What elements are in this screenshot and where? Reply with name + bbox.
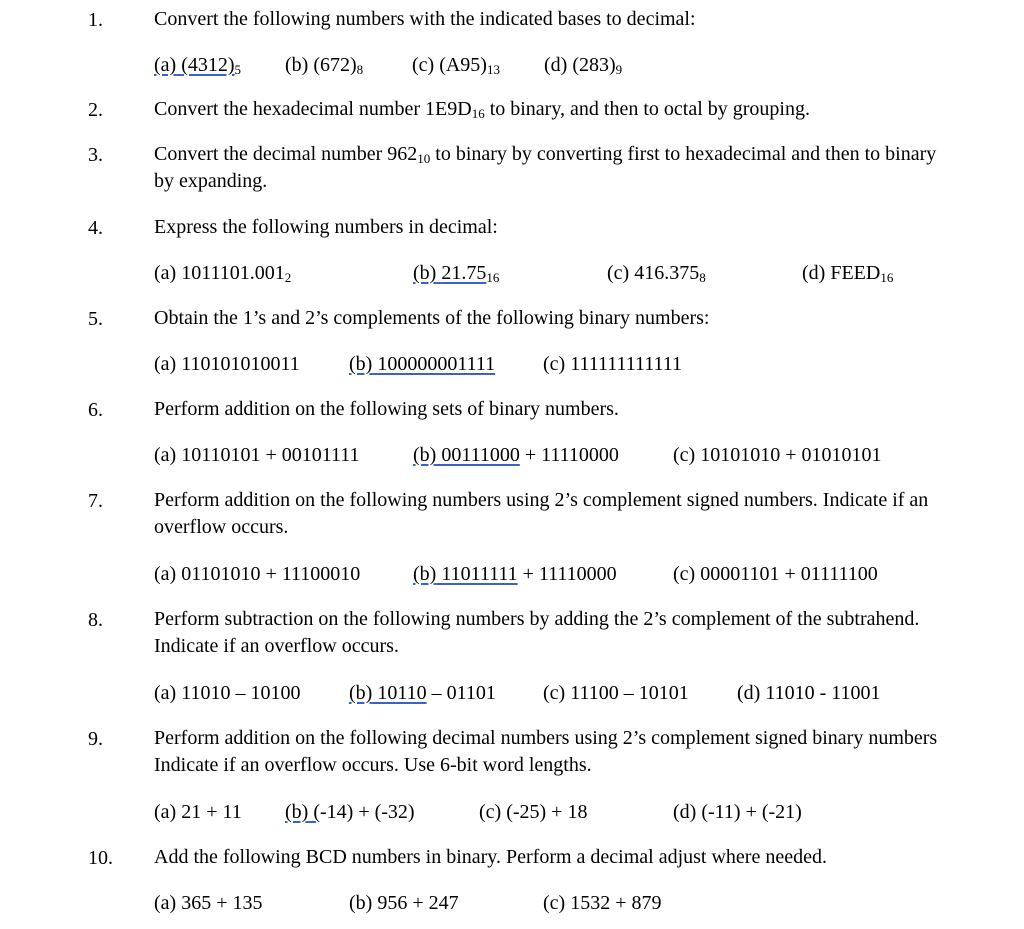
problem-1-part-c: (c) $(A95)_{13}$ bbox=[412, 54, 500, 77]
problem-3-number: 3. bbox=[88, 144, 103, 166]
problem-7-part-b: (b) 11011111 + 11110000 bbox=[413, 563, 617, 585]
problem-5-number: 5. bbox=[88, 308, 103, 330]
problem-7-part-a: (a) 01101010 + 11100010 bbox=[154, 563, 361, 585]
problem-7-number: 7. bbox=[88, 490, 103, 512]
problem-8-part-c: (c) 11100 – 10101 bbox=[543, 682, 689, 704]
problem-6-text: Perform addition on the following sets of binary numbers. bbox=[154, 398, 619, 420]
problem-4-text: Express the following numbers in decimal: bbox=[154, 216, 498, 238]
problem-1-number: 1. bbox=[88, 9, 103, 31]
problem-8-number: 8. bbox=[88, 609, 103, 631]
problem-9-part-a: (a) 21 + 11 bbox=[154, 801, 242, 823]
problem-5-part-a: (a) 110101010011 bbox=[154, 353, 300, 375]
problem-6-part-a: (a) 10110101 + 00101111 bbox=[154, 444, 360, 466]
problem-8-part-d: (d) 11010 - 11001 bbox=[737, 682, 881, 704]
problem-8-part-a: (a) 11010 – 10100 bbox=[154, 682, 301, 704]
problem-5-text: Obtain the 1’s and 2’s complements of the following binary numbers: bbox=[154, 307, 710, 329]
problem-10-part-b: (b) 956 + 247 bbox=[349, 892, 459, 914]
problem-5-part-c: (c) 111111111111 bbox=[543, 353, 683, 375]
problem-1-part-a: (a) $(4312)_5$ bbox=[154, 54, 242, 77]
problem-6-number: 6. bbox=[88, 399, 103, 421]
problem-4-number: 4. bbox=[88, 217, 103, 239]
problem-9-part-c: (c) (-25) + 18 bbox=[479, 801, 588, 823]
problem-8-part-b: (b) 10110 – 01101 bbox=[349, 682, 496, 704]
problem-9-part-b: (b) (-14) + (-32) bbox=[285, 801, 415, 823]
problem-7-part-c: (c) 00001101 + 01111100 bbox=[673, 563, 878, 585]
problem-1-part-d: (d) $(283)_9$ bbox=[544, 54, 623, 77]
problem-1-text: Convert the following numbers with the indicated bases to decimal: bbox=[154, 8, 696, 30]
problem-4-part-a: (a) $1011101.001_2$ bbox=[154, 262, 292, 285]
problem-3-text: Convert the decimal number $962_{10}$ to binary by converting first to hexadecimal and then to binary by expanding. bbox=[154, 143, 937, 192]
problem-1-part-b: (b) $(672)_8$ bbox=[285, 54, 364, 77]
problem-10-part-c: (c) 1532 + 879 bbox=[543, 892, 662, 914]
problem-4-part-c: (c) $416.375_8$ bbox=[607, 262, 706, 285]
problem-5-part-b: (b) 100000001111 bbox=[349, 353, 496, 375]
problem-6-part-b: (b) 00111000 + 11110000 bbox=[413, 444, 619, 466]
problem-9-part-d: (d) (-11) + (-21) bbox=[673, 801, 802, 823]
problem-4-part-b: (b) $21.75_{16}$ bbox=[413, 262, 500, 285]
problem-10-text: Add the following BCD numbers in binary. Perform a decimal adjust where needed. bbox=[154, 846, 827, 868]
problem-2-number: 2. bbox=[88, 99, 103, 121]
problem-9-number: 9. bbox=[88, 728, 103, 750]
problem-6-part-c: (c) 10101010 + 01010101 bbox=[673, 444, 882, 466]
problem-10-number: 10. bbox=[88, 847, 113, 869]
problem-9-text: Perform addition on the following decimal numbers using 2’s complement signed binary numbers Indicate if an overflow occurs. Use 6-bit word lengths. bbox=[154, 727, 938, 776]
problem-4-part-d: (d) $FEED_{16}$ bbox=[802, 262, 894, 285]
problem-2-text: Convert the hexadecimal number $1E9D_{16}$ to binary, and then to octal by grouping. bbox=[154, 98, 810, 121]
problem-7-text: Perform addition on the following numbers using 2’s complement signed numbers. Indicate if an overflow occurs. bbox=[154, 489, 929, 538]
problem-10-part-a: (a) 365 + 135 bbox=[154, 892, 263, 914]
problem-8-text: Perform subtraction on the following numbers by adding the 2’s complement of the subtrahend. Indicate if an overflow occurs. bbox=[154, 608, 920, 657]
